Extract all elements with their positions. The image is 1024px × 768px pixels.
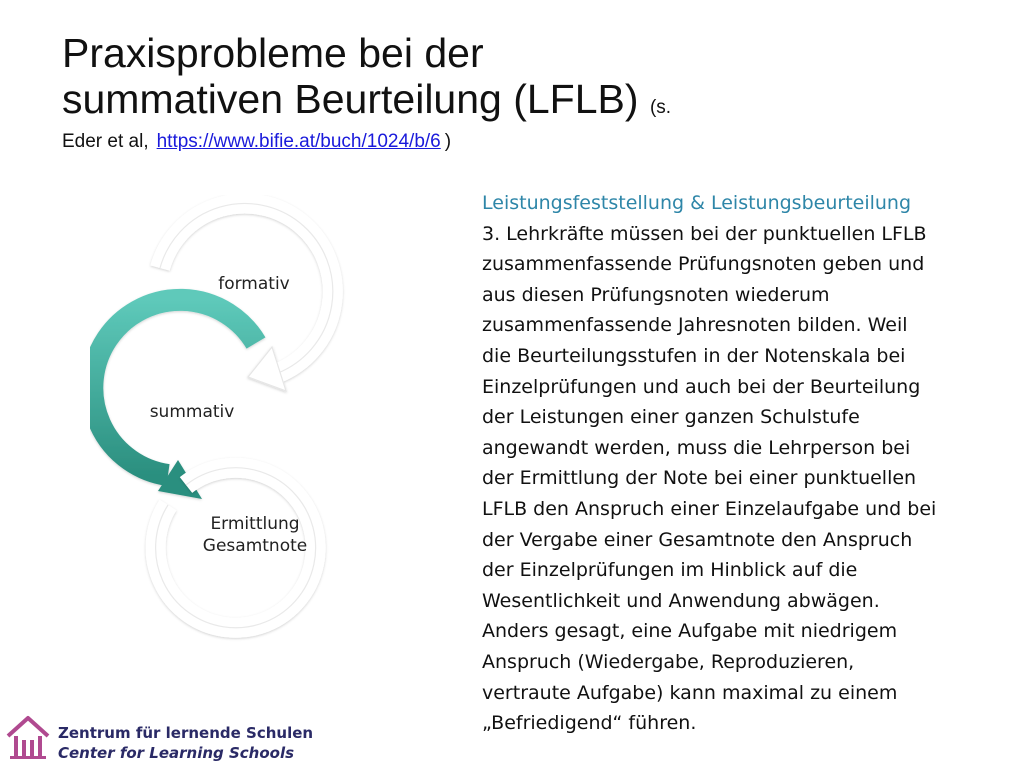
reference-link[interactable]: https://www.bifie.at/buch/1024/b/6 <box>156 131 441 152</box>
content-line: der Einzelprüfungen im Hinblick auf die <box>482 559 858 582</box>
title-reference <box>62 129 992 155</box>
content-text <box>482 188 987 739</box>
content-line: 3. Lehrkräfte müssen bei der punktuellen LFLB <box>482 222 927 245</box>
content-line: Einzelprüfungen und auch bei der Beurteilung <box>482 375 921 398</box>
title-reference-start: (s. <box>649 97 672 118</box>
content-line: Wesentlichkeit und Anwendung abwägen. <box>482 589 880 612</box>
slide-title <box>62 30 992 155</box>
content-line: der Ermittlung der Note bei einer punktuellen <box>482 467 917 490</box>
logo-text-english: Center for Learning Schools <box>58 744 295 762</box>
house-icon <box>4 712 54 762</box>
reference-author: Eder et al, <box>62 131 149 152</box>
title-main-text: summativen Beurteilung (LFLB) <box>62 76 639 122</box>
node-label-gesamtnote <box>190 513 320 557</box>
node-label-formativ: formativ <box>218 274 290 294</box>
reference-close: ) <box>444 131 452 152</box>
content-line: Anspruch (Wiedergabe, Reproduzieren, <box>482 650 855 673</box>
content-line: der Leistungen einer ganzen Schulstufe <box>482 406 860 429</box>
content-line: vertraute Aufgabe) kann maximal zu einem <box>482 681 898 704</box>
content-line: zusammenfassende Jahresnoten bilden. Weil <box>482 314 908 337</box>
content-line: zusammenfassende Prüfungsnoten geben und <box>482 253 925 276</box>
content-line: LFLB den Anspruch einer Einzelaufgabe und bei <box>482 497 937 520</box>
content-line: Anders gesagt, eine Aufgabe mit niedrigem <box>482 620 898 643</box>
node-label-gesamtnote-line2: Gesamtnote <box>202 536 308 556</box>
node-label-gesamtnote-line1: Ermittlung <box>210 514 300 534</box>
cycle-diagram <box>90 195 380 645</box>
content-line: der Vergabe einer Gesamtnote den Anspruch <box>482 528 913 551</box>
content-line: die Beurteilungsstufen in der Notenskala bei <box>482 344 906 367</box>
title-line-2 <box>62 76 992 131</box>
school-logo <box>2 712 314 764</box>
title-line-1: Praxisprobleme bei der <box>62 30 484 76</box>
content-heading: Leistungsfeststellung & Leistungsbeurteilung <box>482 192 912 214</box>
logo-text-german: Zentrum für lernende Schulen <box>58 724 314 742</box>
content-line: angewandt werden, muss die Lehrperson bei <box>482 436 911 459</box>
content-line: „Befriedigend“ führen. <box>482 712 697 735</box>
content-line: aus diesen Prüfungsnoten wiederum <box>482 283 830 306</box>
node-label-summativ: summativ <box>149 402 235 422</box>
